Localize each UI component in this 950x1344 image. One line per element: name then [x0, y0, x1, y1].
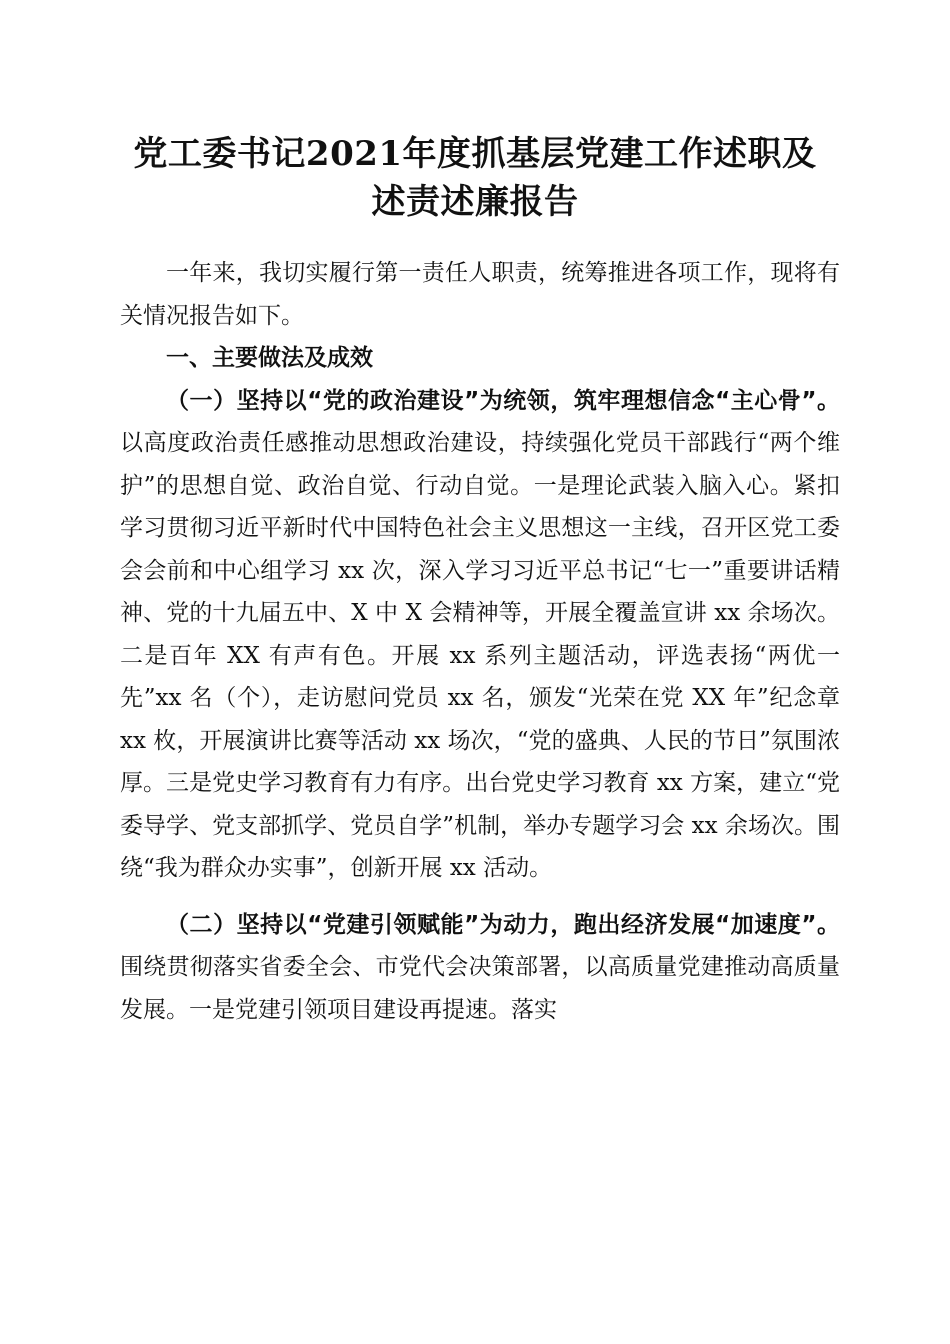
- title-line-2: 述责述廉报告: [371, 182, 579, 222]
- paragraph-item-1: [120, 380, 840, 890]
- document-title: [100, 130, 850, 226]
- item-1-body: 以高度政治责任感推动思想政治建设，持续强化党员干部践行“两个维护”的思想自觉、政治自觉、行动自觉。一是理论武装入脑入心。紧扣学习贯彻习近平新时代中国特色社会主义思想这一主线，召开区党工委会会前和中心组学习 xx 次，深入学习习近平总书记“七一”重要讲话精神、党的十九届五中、X 中 X 会精神等，开展全覆盖宣讲 xx 余场次。二是百年 XX 有声有色。开展 xx 系列主题活动，评选表扬“两优一先”xx 名（个），走访慰问党员 xx 名，颁发“光荣在党 XX 年”纪念章 xx 枚，开展演讲比赛等活动 xx 场次，“党的盛典、人民的节日”氛围浓厚。三是党史学习教育有力有序。出台党史学习教育 xx 方案，建立“党委导学、党支部抓学、党员自学”机制，举办专题学习会 xx 余场次。围绕“我为群众办实事”，创新开展 xx 活动。: [120, 430, 840, 881]
- item-1-heading: （一）坚持以“党的政治建设”为统领，筑牢理想信念“主心骨”。: [166, 387, 840, 414]
- item-2-body: 围绕贯彻落实省委全会、市党代会决策部署，以高质量党建推动高质量发展。一是党建引领项目建设再提速。落实: [120, 954, 840, 1023]
- paragraph-item-2: [120, 904, 840, 1032]
- item-2-heading: （二）坚持以“党建引领赋能”为动力，跑出经济发展“加速度”。: [166, 911, 840, 938]
- document-body: [120, 252, 840, 1031]
- title-line-1: 党工委书记2021年度抓基层党建工作述职及: [133, 134, 817, 174]
- intro-paragraph: 一年来，我切实履行第一责任人职责，统筹推进各项工作，现将有关情况报告如下。: [120, 260, 840, 329]
- section-heading-1: 一、主要做法及成效: [166, 345, 373, 371]
